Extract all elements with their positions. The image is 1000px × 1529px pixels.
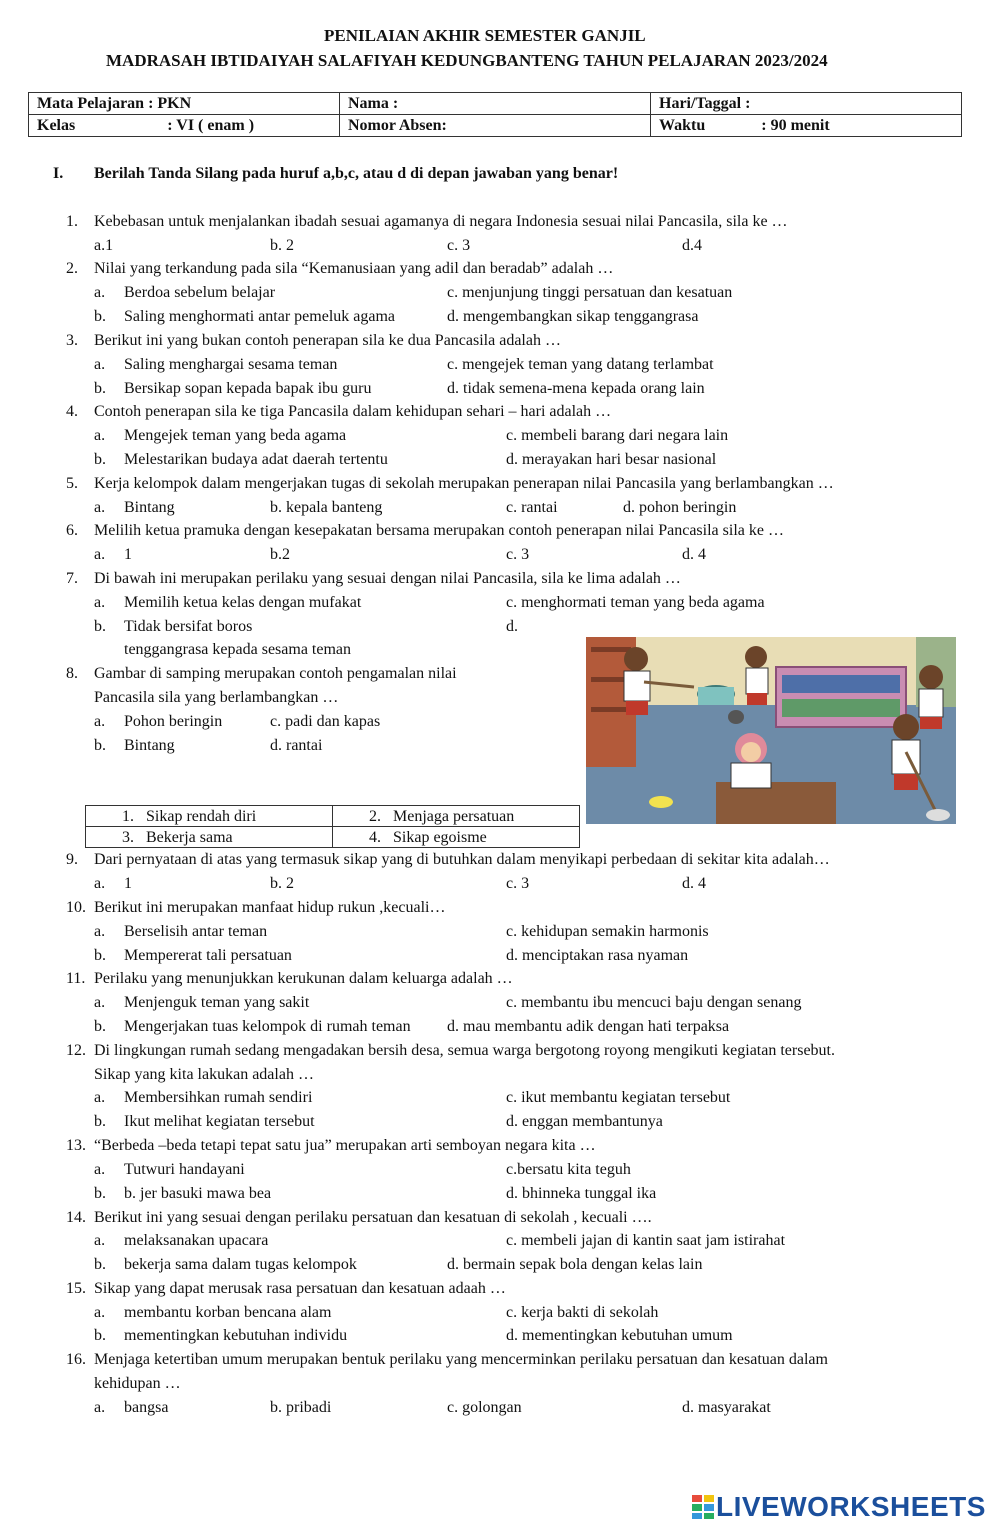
option-b[interactable]: b. 2 — [270, 875, 294, 892]
option-c[interactable]: c. 3 — [447, 237, 471, 254]
option-d[interactable]: d. menciptakan rasa nyaman — [506, 947, 689, 964]
statement-2 — [333, 806, 580, 827]
option-d[interactable]: d. enggan membantunya — [506, 1113, 663, 1130]
question-number: 4. — [66, 403, 78, 420]
question-text: Di bawah ini merupakan perilaku yang sesuai dengan nilai Pancasila, sila ke lima adalah … — [94, 570, 681, 587]
option-b[interactable]: mementingkan kebutuhan individu — [124, 1327, 348, 1344]
option-d[interactable]: d. mau membantu adik dengan hati terpaksa — [447, 1018, 730, 1035]
option-c[interactable]: c. mengejek teman yang datang terlambat — [447, 356, 714, 373]
question-number: 9. — [66, 851, 78, 868]
option-c[interactable]: c.bersatu kita teguh — [506, 1161, 631, 1178]
question-text: Berikut ini yang bukan contoh penerapan sila ke dua Pancasila adalah … — [94, 332, 561, 349]
question-text: “Berbeda –beda tetapi tepat satu jua” merupakan arti semboyan negara kita … — [94, 1137, 596, 1154]
option-a[interactable]: Saling menghargai sesama teman — [124, 356, 338, 373]
option-b[interactable]: b. kepala banteng — [270, 499, 383, 516]
time-label: Waktu — [659, 116, 706, 134]
option-c[interactable]: c. menjunjung tinggi persatuan dan kesatuan — [447, 284, 733, 301]
option-d[interactable]: d. bhinneka tunggal ika — [506, 1185, 657, 1202]
option-a[interactable]: Mengejek teman yang beda agama — [124, 427, 347, 444]
question-number: 11. — [66, 970, 86, 987]
option-a-label: a. — [94, 1399, 106, 1416]
option-a[interactable]: Berdoa sebelum belajar — [124, 284, 276, 301]
statement-number: 4. — [369, 828, 381, 846]
option-a-label: a. — [94, 284, 106, 301]
option-b-label: b. — [94, 947, 106, 964]
option-a[interactable]: Tutwuri handayani — [124, 1161, 245, 1178]
statement-text: Menjaga persatuan — [393, 807, 515, 825]
option-d[interactable]: d. rantai — [270, 737, 323, 754]
student-info-table — [28, 92, 962, 137]
option-b-label: b. — [94, 1185, 106, 1202]
option-a[interactable]: 1 — [124, 875, 132, 892]
question-text-continuation: Sikap yang kita lakukan adalah … — [94, 1066, 314, 1083]
statement-text: Sikap rendah diri — [146, 807, 257, 825]
statement-4 — [333, 827, 580, 848]
option-b-label: b. — [94, 308, 106, 325]
question-number: 2. — [66, 260, 78, 277]
question-text: Gambar di samping merupakan contoh pengamalan nilai — [94, 665, 457, 682]
question-number: 15. — [66, 1280, 86, 1297]
option-a-label: a. — [94, 1089, 106, 1106]
option-b[interactable]: Mempererat tali persatuan — [124, 947, 292, 964]
liveworksheets-logo[interactable] — [692, 1490, 986, 1524]
question-number: 10. — [66, 899, 86, 916]
option-c[interactable]: c. rantai — [506, 499, 558, 516]
question-number: 16. — [66, 1351, 86, 1368]
class-cell — [29, 115, 340, 137]
option-a-label: a. — [94, 1161, 106, 1178]
option-d-continuation[interactable]: tenggangrasa kepada sesama teman — [124, 641, 352, 658]
option-d[interactable]: d. bermain sepak bola dengan kelas lain — [447, 1256, 703, 1273]
time-cell — [651, 115, 962, 137]
option-a[interactable]: membantu korban bencana alam — [124, 1304, 332, 1321]
option-a-label: a. — [94, 1232, 106, 1249]
option-a-label: a. — [94, 713, 106, 730]
option-d[interactable]: d. mementingkan kebutuhan umum — [506, 1327, 733, 1344]
time-value: : 90 menit — [761, 116, 830, 134]
option-a[interactable]: 1 — [124, 546, 132, 563]
option-b-label: b. — [94, 618, 106, 635]
option-b[interactable]: Melestarikan budaya adat daerah tertentu — [124, 451, 388, 468]
statement-number: 3. — [122, 828, 134, 846]
option-b-label: b. — [94, 737, 106, 754]
statement-3 — [86, 827, 333, 848]
option-b[interactable]: Saling menghormati antar pemeluk agama — [124, 308, 396, 325]
option-a[interactable]: Bintang — [124, 499, 175, 516]
option-c[interactable]: c. membantu ibu mencuci baju dengan senang — [506, 994, 802, 1011]
option-a-label: a. — [94, 875, 106, 892]
date-field[interactable]: Hari/Taggal : — [651, 93, 962, 115]
option-b[interactable]: Ikut melihat kegiatan tersebut — [124, 1113, 315, 1130]
option-c[interactable]: c. membeli jajan di kantin saat jam istirahat — [506, 1232, 786, 1249]
statement-1 — [86, 806, 333, 827]
option-a-label: a. — [94, 994, 106, 1011]
option-c[interactable]: c. padi dan kapas — [270, 713, 381, 730]
option-b-label: b. — [94, 1256, 106, 1273]
option-d[interactable]: d. 4 — [682, 546, 706, 563]
option-a[interactable]: bangsa — [124, 1399, 169, 1416]
option-a[interactable]: a.1 — [94, 237, 114, 254]
question-number: 7. — [66, 570, 78, 587]
option-d[interactable]: d. — [506, 618, 518, 635]
option-d[interactable]: d.4 — [682, 237, 702, 254]
option-c[interactable]: c. golongan — [447, 1399, 522, 1416]
option-a[interactable]: Pohon beringin — [124, 713, 223, 730]
class-value: : VI ( enam ) — [167, 116, 255, 134]
option-b[interactable]: Mengerjakan tuas kelompok di rumah teman — [124, 1018, 411, 1035]
option-b-label: b. — [94, 1327, 106, 1344]
option-b[interactable]: b.2 — [270, 546, 290, 563]
question-number: 1. — [66, 213, 78, 230]
question-number: 13. — [66, 1137, 86, 1154]
option-b[interactable]: bekerja sama dalam tugas kelompok — [124, 1256, 357, 1273]
statement-text: Sikap egoisme — [393, 828, 487, 846]
question-text: Nilai yang terkandung pada sila “Kemanusiaan yang adil dan beradab” adalah … — [94, 260, 614, 277]
option-a-label: a. — [94, 499, 106, 516]
question-text-continuation: Pancasila sila yang berlambangkan … — [94, 689, 339, 706]
option-b[interactable]: b. jer basuki mawa bea — [124, 1185, 272, 1202]
subject-label: Mata Pelajaran : PKN — [29, 93, 340, 115]
option-b[interactable]: b. 2 — [270, 237, 294, 254]
school-title: MADRASAH IBTIDAIYAH SALAFIYAH KEDUNGBANTENG TAHUN PELAJARAN 2023/2024 — [106, 51, 828, 70]
option-d[interactable]: d. merayakan hari besar nasional — [506, 451, 717, 468]
statement-number: 1. — [122, 807, 134, 825]
question-number: 3. — [66, 332, 78, 349]
option-d[interactable]: d. pohon beringin — [623, 499, 737, 516]
question-text-continuation: kehidupan … — [94, 1375, 181, 1392]
exam-title: PENILAIAN AKHIR SEMESTER GANJIL — [324, 26, 646, 45]
option-b-label: b. — [94, 451, 106, 468]
question-text: Dari pernyataan di atas yang termasuk sikap yang di butuhkan dalam menyikapi perbedaan di sekitar kita adalah… — [94, 851, 830, 868]
question-text: Kerja kelompok dalam mengerjakan tugas di sekolah merupakan penerapan nilai Pancasila yang berlambangkan … — [94, 475, 834, 492]
option-d[interactable]: d. masyarakat — [682, 1399, 771, 1416]
option-a-label: a. — [94, 546, 106, 563]
option-a-label: a. — [94, 1304, 106, 1321]
option-b[interactable]: Tidak bersifat boros — [124, 618, 253, 635]
question-number: 12. — [66, 1042, 86, 1059]
question-number: 14. — [66, 1209, 86, 1226]
question-text: Melilih ketua pramuka dengan kesepakatan bersama merupakan contoh penerapan nilai Pancasila sila ke … — [94, 522, 784, 539]
option-c[interactable]: c. menghormati teman yang beda agama — [506, 594, 765, 611]
option-b-label: b. — [94, 1113, 106, 1130]
option-a[interactable]: Membersihkan rumah sendiri — [124, 1089, 313, 1106]
question-text: Perilaku yang menunjukkan kerukunan dalam keluarga adalah … — [94, 970, 513, 987]
option-d[interactable]: d. 4 — [682, 875, 706, 892]
option-b-label: b. — [94, 1018, 106, 1035]
option-a[interactable]: Berselisih antar teman — [124, 923, 268, 940]
option-a-label: a. — [94, 427, 106, 444]
option-c[interactable]: c. kehidupan semakin harmonis — [506, 923, 709, 940]
question-number: 5. — [66, 475, 78, 492]
option-c[interactable]: c. 3 — [506, 546, 530, 563]
question-text: Sikap yang dapat merusak rasa persatuan dan kesatuan adaah … — [94, 1280, 506, 1297]
option-c[interactable]: c. ikut membantu kegiatan tersebut — [506, 1089, 731, 1106]
option-a-label: a. — [94, 594, 106, 611]
question-number: 8. — [66, 665, 78, 682]
option-d[interactable]: d. tidak semena-mena kepada orang lain — [447, 380, 705, 397]
question-text: Berikut ini yang sesuai dengan perilaku persatuan dan kesatuan di sekolah , kecuali …. — [94, 1209, 652, 1226]
option-d[interactable]: d. mengembangkan sikap tenggangrasa — [447, 308, 699, 325]
statement-number: 2. — [369, 807, 381, 825]
absence-number-field[interactable]: Nomor Absen: — [340, 115, 651, 137]
classroom-cleaning-illustration — [586, 637, 956, 824]
option-b-label: b. — [94, 380, 106, 397]
option-b[interactable]: b. pribadi — [270, 1399, 332, 1416]
liveworksheets-logo-icon — [692, 1495, 714, 1519]
question-text: Contoh penerapan sila ke tiga Pancasila dalam kehidupan sehari – hari adalah … — [94, 403, 612, 420]
option-c[interactable]: c. membeli barang dari negara lain — [506, 427, 729, 444]
question-text: Di lingkungan rumah sedang mengadakan bersih desa, semua warga bergotong royong mengikuti kegiatan tersebut. — [94, 1042, 835, 1059]
option-a-label: a. — [94, 356, 106, 373]
option-a[interactable]: Menjenguk teman yang sakit — [124, 994, 310, 1011]
option-b[interactable]: Bintang — [124, 737, 175, 754]
option-a[interactable]: melaksanakan upacara — [124, 1232, 269, 1249]
option-c[interactable]: c. 3 — [506, 875, 530, 892]
option-a-label: a. — [94, 923, 106, 940]
class-label: Kelas — [37, 116, 76, 134]
logo-text: LIVEWORKSHEETS — [716, 1491, 986, 1522]
option-b[interactable]: Bersikap sopan kepada bapak ibu guru — [124, 380, 372, 397]
option-a[interactable]: Memilih ketua kelas dengan mufakat — [124, 594, 362, 611]
question-text: Kebebasan untuk menjalankan ibadah sesuai agamanya di negara Indonesia sesuai nilai Pancasila, sila ke … — [94, 213, 788, 230]
question-text: Berikut ini merupakan manfaat hidup rukun ,kecuali… — [94, 899, 446, 916]
section-number: I. — [53, 165, 64, 182]
section-instruction: Berilah Tanda Silang pada huruf a,b,c, atau d di depan jawaban yang benar! — [94, 165, 619, 182]
statement-table — [85, 805, 580, 848]
question-text: Menjaga ketertiban umum merupakan bentuk perilaku yang mencerminkan perilaku persatuan dan kesatuan dalam — [94, 1351, 828, 1368]
question-number: 6. — [66, 522, 78, 539]
option-c[interactable]: c. kerja bakti di sekolah — [506, 1304, 659, 1321]
name-field[interactable]: Nama : — [340, 93, 651, 115]
statement-text: Bekerja sama — [146, 828, 233, 846]
